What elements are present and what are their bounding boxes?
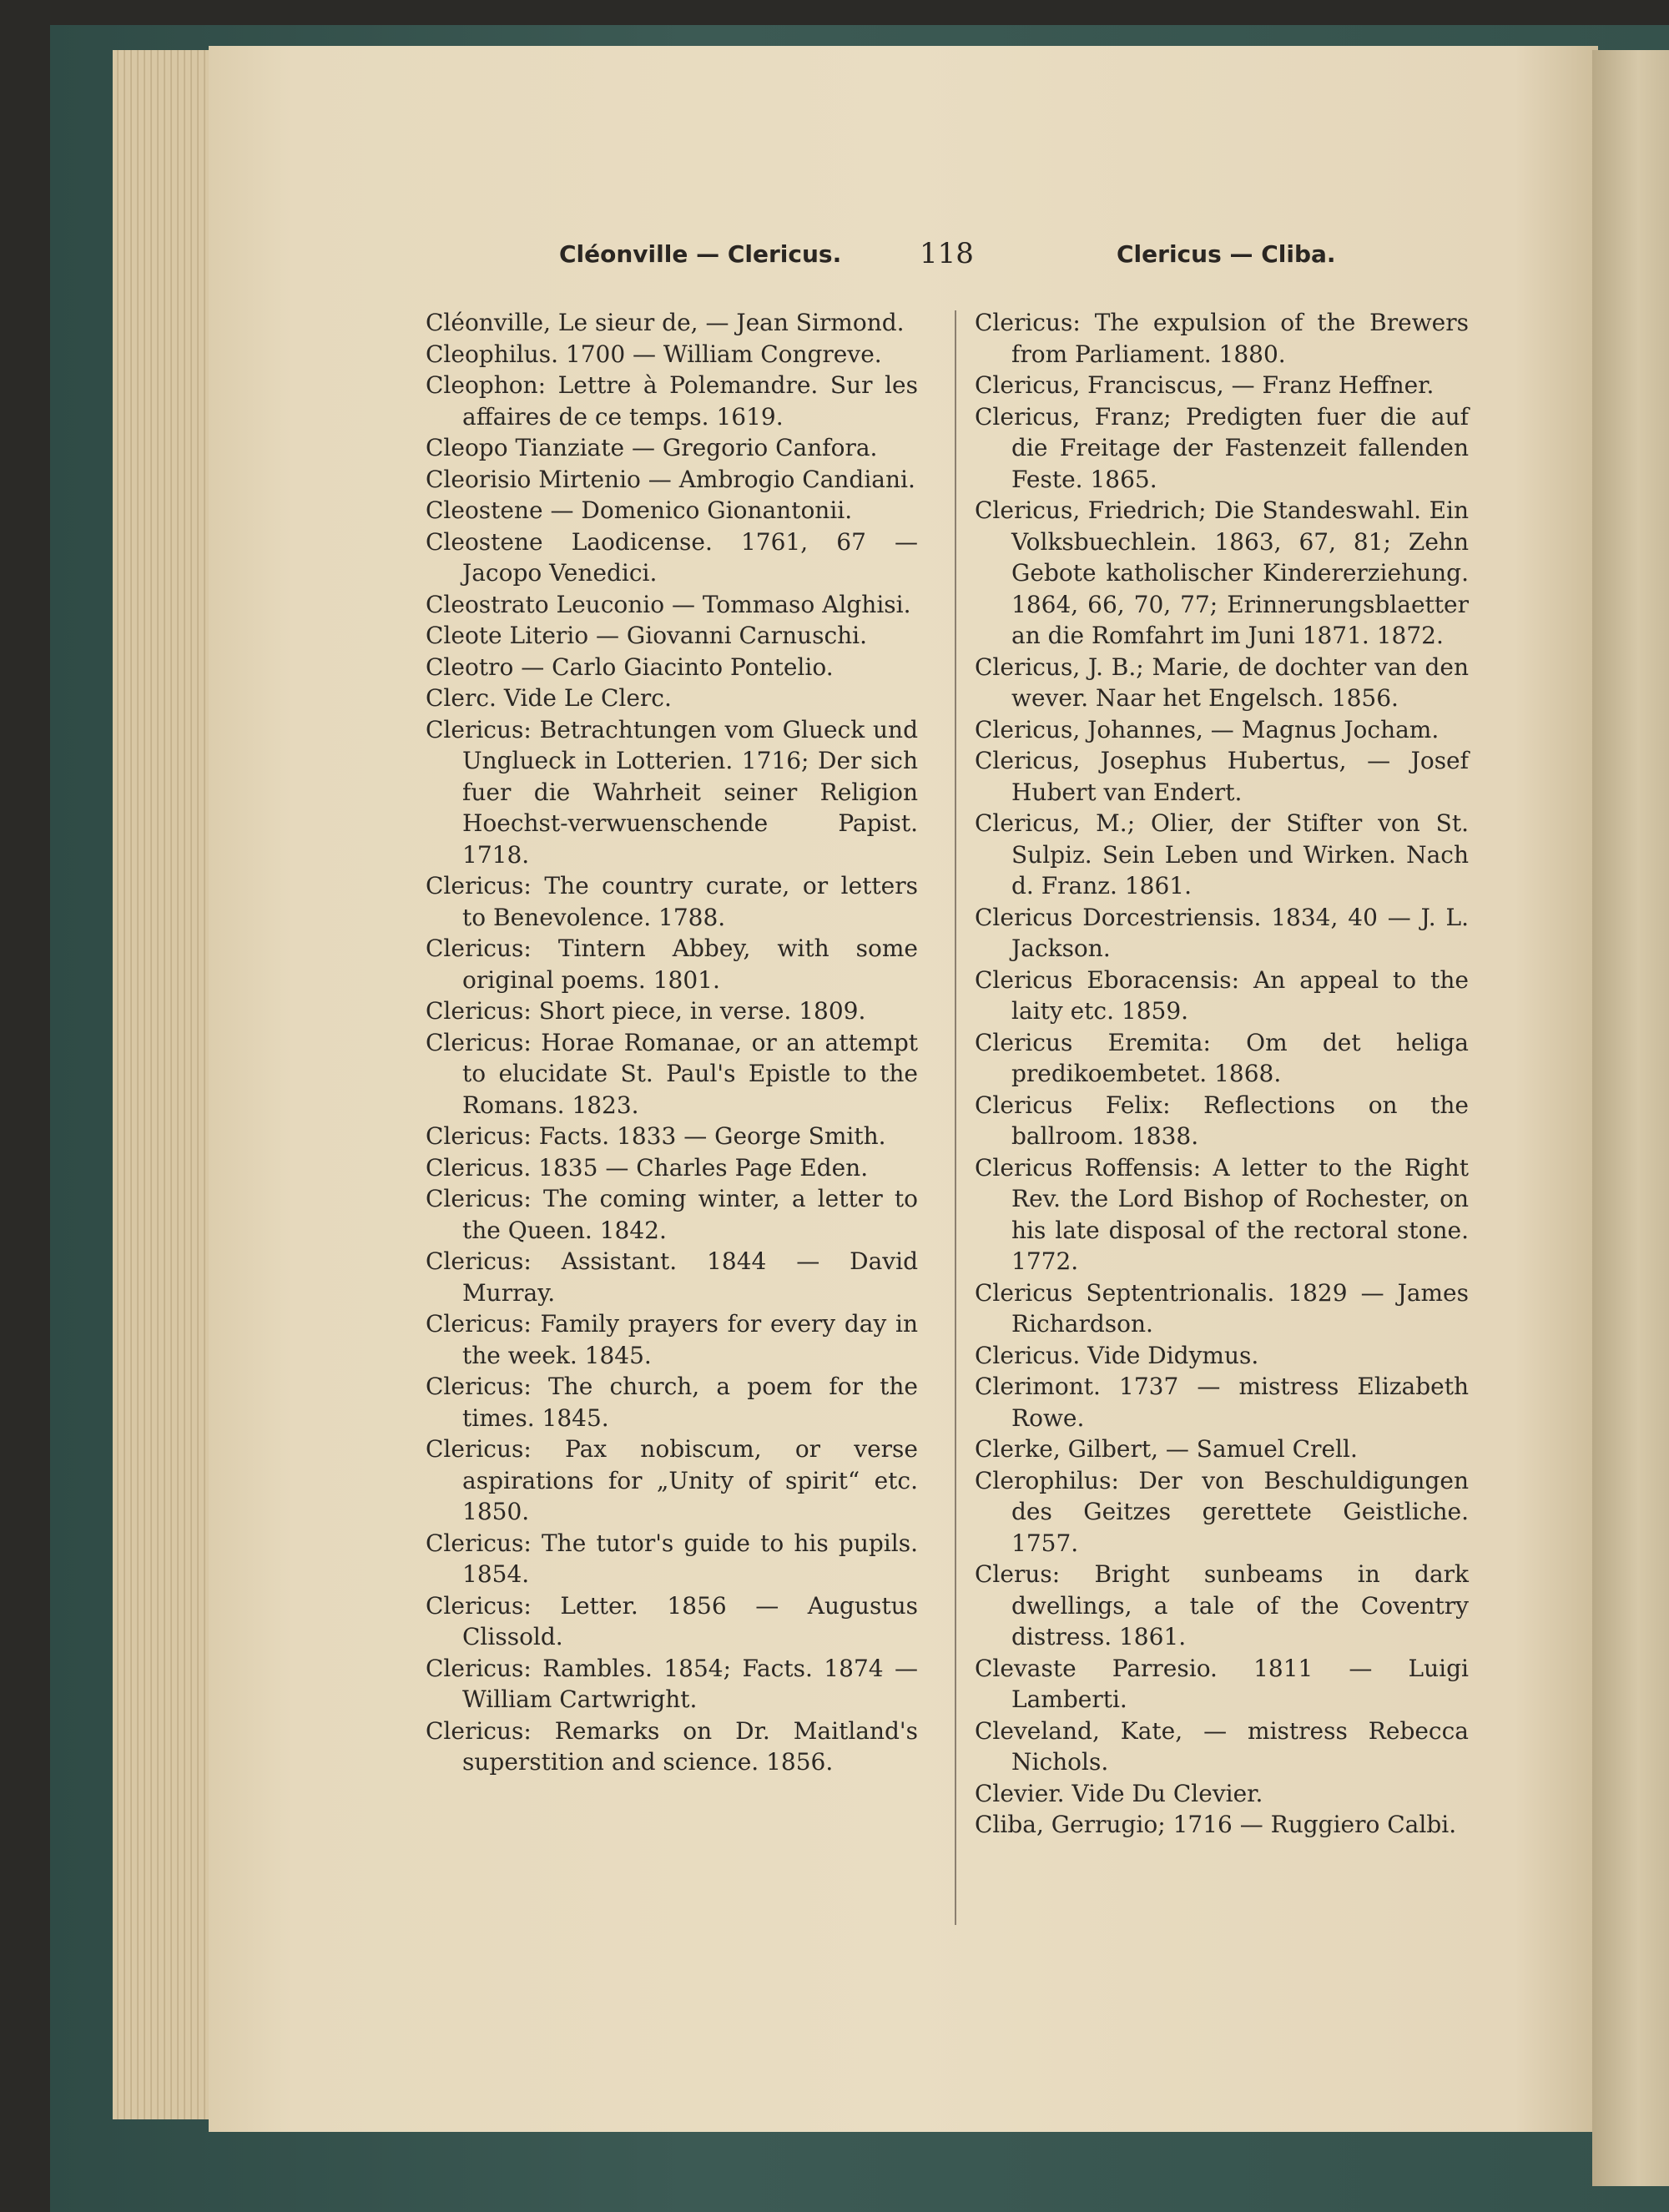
entry: Cliba, Gerrugio; 1716 — Ruggiero Calbi. — [975, 1811, 1457, 1838]
entry: Clericus, Johannes, — Magnus Jocham. — [975, 715, 1440, 743]
left-column — [426, 307, 918, 1778]
page-number: 118 — [920, 237, 974, 270]
entry: Cleostrato Leuconio — Tommaso Alghisi. — [426, 590, 911, 618]
page-edge-right — [1592, 50, 1669, 2186]
header-left: Cléonville — Clericus. — [559, 240, 842, 268]
entry: Clericus Eremita: Om det heliga predikoembetet. 1868. — [975, 1028, 1469, 1087]
entry: Clericus: Pax nobiscum, or verse aspirations for „Unity of spirit“ etc. 1850. — [426, 1435, 918, 1525]
entry: Clericus: Short piece, in verse. 1809. — [426, 997, 866, 1025]
entry: Clericus Dorcestriensis. 1834, 40 — J. L. Jackson. — [975, 903, 1469, 962]
entry: Clericus Roffensis: A letter to the Right Rev. the Lord Bishop of Rochester, on his late disposal of the rectoral stone. 1772. — [975, 1153, 1469, 1275]
entry: Clericus: Tintern Abbey, with some original poems. 1801. — [426, 935, 918, 994]
entry: Clerophilus: Der von Beschuldigungen des Geitzes gerettete Geistliche. 1757. — [975, 1466, 1469, 1557]
entry: Clevaste Parresio. 1811 — Luigi Lamberti. — [975, 1654, 1469, 1713]
entry: Clericus: Facts. 1833 — George Smith. — [426, 1122, 886, 1150]
entry: Clerke, Gilbert, — Samuel Crell. — [975, 1435, 1358, 1463]
running-header — [417, 237, 1385, 282]
entry: Clericus: The tutor's guide to his pupils. 1854. — [426, 1529, 918, 1588]
entry: Cleorisio Mirtenio — Ambrogio Candiani. — [426, 465, 915, 493]
entry: Clericus: Horae Romanae, or an attempt to elucidate St. Paul's Epistle to the Romans. 1823. — [426, 1028, 918, 1119]
entry: Clerc. Vide Le Clerc. — [426, 684, 672, 712]
entry: Cleophilus. 1700 — William Congreve. — [426, 340, 882, 368]
entry: Clericus: Family prayers for every day in the week. 1845. — [426, 1310, 918, 1369]
entry: Clericus, J. B.; Marie, de dochter van den wever. Naar het Engelsch. 1856. — [975, 653, 1469, 712]
entry: Clericus: Remarks on Dr. Maitland's superstition and science. 1856. — [426, 1716, 918, 1776]
entry: Clevier. Vide Du Clevier. — [975, 1779, 1263, 1807]
entry: Cleveland, Kate, — mistress Rebecca Nichols. — [975, 1716, 1469, 1776]
entry: Clericus: Letter. 1856 — Augustus Clissold. — [426, 1591, 918, 1650]
entry: Clericus Felix: Reflections on the ballroom. 1838. — [975, 1091, 1469, 1150]
entry: Clericus: The church, a poem for the times. 1845. — [426, 1373, 918, 1432]
right-column — [975, 307, 1469, 1841]
entry: Cleote Literio — Giovanni Carnuschi. — [426, 622, 868, 649]
column-divider — [955, 310, 956, 1925]
entry: Clericus: The country curate, or letters to Benevolence. 1788. — [426, 872, 918, 931]
entry: Clericus. Vide Didymus. — [975, 1341, 1259, 1369]
entry: Clericus, M.; Olier, der Stifter von St. Sulpiz. Sein Leben und Wirken. Nach d. Franz. 1861. — [975, 809, 1469, 899]
header-right: Clericus — Cliba. — [1117, 240, 1336, 268]
entry: Clericus, Franciscus, — Franz Heffner. — [975, 371, 1435, 399]
entry: Clericus Eboracensis: An appeal to the laity etc. 1859. — [975, 965, 1469, 1025]
entry: Clericus, Josephus Hubertus, — Josef Hubert van Endert. — [975, 747, 1469, 806]
entry: Clericus: Assistant. 1844 — David Murray. — [426, 1247, 918, 1307]
entry: Clericus Septentrionalis. 1829 — James Richardson. — [975, 1278, 1469, 1338]
entry: Clericus. 1835 — Charles Page Eden. — [426, 1153, 869, 1182]
entry: Cleostene — Domenico Gionantonii. — [426, 496, 853, 524]
entry: Clericus: Betrachtungen vom Glueck und Unglueck in Lotterien. 1716; Der sich fuer die Wahrheit seiner Religion Hoechst-verwuenschende Papist. 1718. — [426, 715, 918, 869]
entry: Cleostene Laodicense. 1761, 67 — Jacopo Venedici. — [426, 527, 918, 587]
entry: Cleophon: Lettre à Polemandre. Sur les affaires de ce temps. 1619. — [426, 371, 918, 431]
entry: Clericus, Friedrich; Die Standeswahl. Ein Volksbuechlein. 1863, 67, 81; Zehn Gebote katholischer Kindererziehung. 1864, 66, 70, 77; Erinnerungsblaetter an die Romfahrt im Juni 1871. 1872. — [975, 496, 1469, 649]
entry: Clericus: The coming winter, a letter to the Queen. 1842. — [426, 1185, 918, 1244]
entry: Cleotro — Carlo Giacinto Pontelio. — [426, 653, 834, 681]
entry: Clericus: Rambles. 1854; Facts. 1874 — William Cartwright. — [426, 1654, 918, 1713]
page-block-edges — [113, 50, 213, 2119]
entry: Cleopo Tianziate — Gregorio Canfora. — [426, 434, 878, 461]
entry: Clerus: Bright sunbeams in dark dwellings, a tale of the Coventry distress. 1861. — [975, 1560, 1469, 1650]
entry: Clericus: The expulsion of the Brewers from Parliament. 1880. — [975, 309, 1469, 368]
entry: Cléonville, Le sieur de, — Jean Sirmond. — [426, 309, 905, 336]
entry: Clericus, Franz; Predigten fuer die auf die Freitage der Fastenzeit fallenden Feste. 1865. — [975, 402, 1469, 493]
entry: Clerimont. 1737 — mistress Elizabeth Rowe. — [975, 1373, 1469, 1432]
